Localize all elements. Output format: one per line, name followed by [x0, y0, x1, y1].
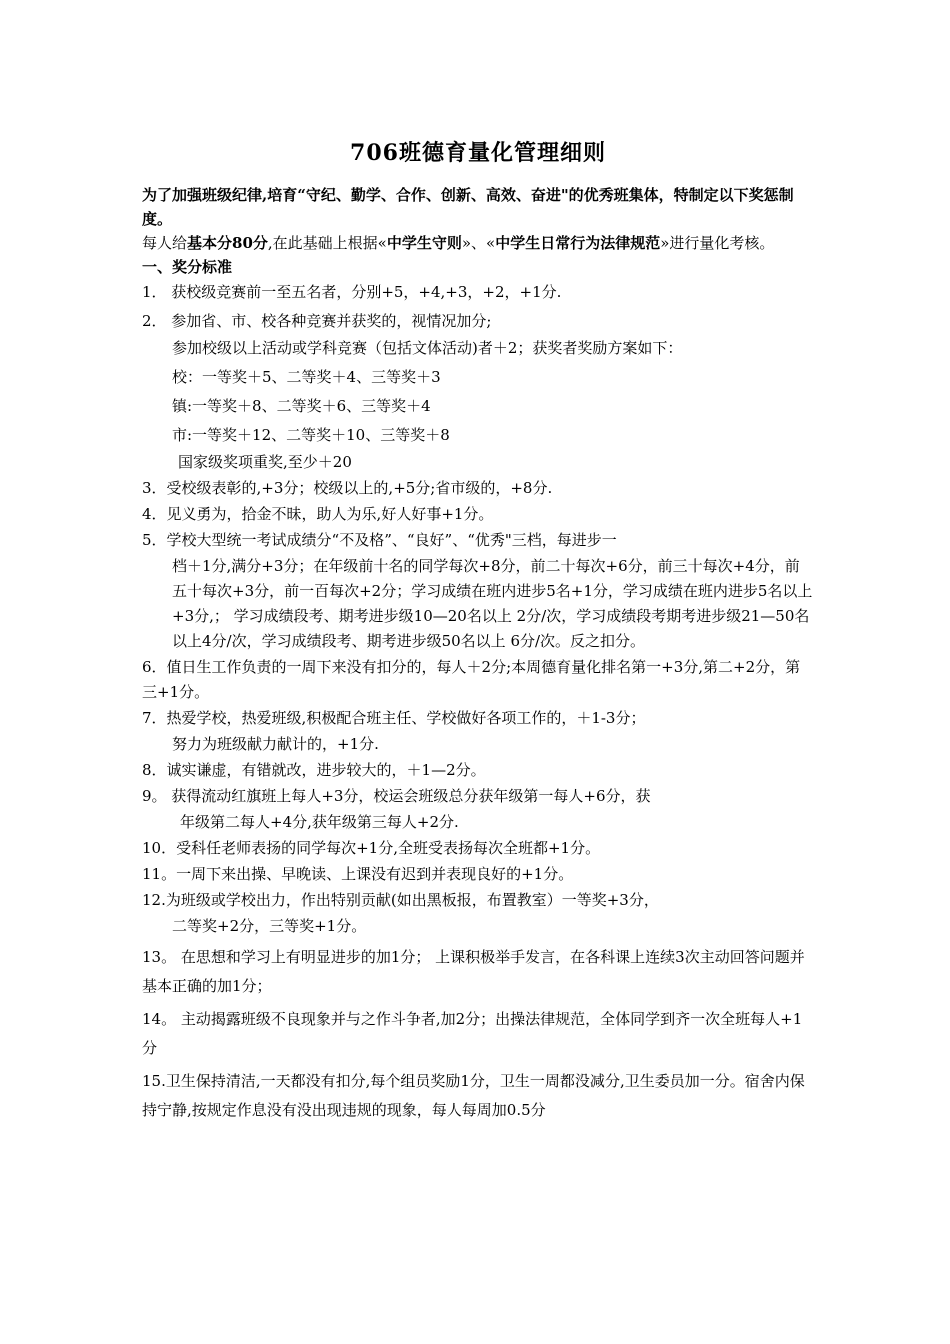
rule-item-10: 10．受科任老师表扬的同学每次+1分,全班受表扬每次全班都+1分。 — [142, 839, 601, 857]
rule-item-12-line1: 12.为班级或学校出力，作出特别贡献(如出黑板报，布置教室）一等奖+3分， — [142, 891, 659, 909]
base-score-paragraph — [142, 231, 814, 255]
rule-item-15: 15.卫生保持清洁,一天都没有扣分,每个组员奖励1分，卫生一周都没减分,卫生委员加一分。宿舍内保持宁静,按规定作息没有没出现违规的现象，每人每周加0.5分 — [142, 1072, 805, 1119]
rule-name-1: 中学生守则 — [386, 234, 462, 252]
rule-item-2-national: 国家级奖项重奖,至少＋20 — [178, 453, 352, 471]
rule-item-14: 14。 主动揭露班级不良现象并与之作斗争者,加2分；出操法律规范，全体同学到齐一次全班每人+1分 — [142, 1010, 803, 1057]
rule-item-6: 6．值日生工作负责的一周下来没有扣分的，每人＋2分;本周德育量化排名第一+3分,第二+2分，第三+1分。 — [142, 658, 801, 701]
rule-item-2: 2． 参加省、市、校各种竞赛并获奖的，视情况加分; — [142, 312, 492, 330]
document-title: 706班德育量化管理细则 — [350, 140, 606, 166]
rule-item-5-body: 档＋1分,满分+3分；在年级前十名的同学每次+8分，前二十每次+6分，前三十每次+4分，前五十每次+3分，前一百每次+2分；学习成绩在班内进步5名+1分，学习成绩在班内进步5名以上+3分,； 学习成绩段考、期考进步级10—20名以上 2分/次，学习成绩段考期考进步级21—50名以上4分/次，学习成绩段考、期考进步级50名以上 6分/次。反之扣分。 — [172, 557, 813, 650]
rule-item-9-line2: 年级第二每人+4分,获年级第三每人+2分. — [180, 813, 459, 831]
base-text-4: »进行量化考核。 — [660, 234, 775, 252]
rule-item-2-city: 市:一等奖＋12、二等奖＋10、三等奖＋8 — [172, 426, 450, 444]
document-page — [142, 128, 814, 1125]
rule-item-7-line1: 7．热爱学校，热爱班级,积极配合班主任、学校做好各项工作的，＋1-3分； — [142, 709, 646, 727]
rule-item-8: 8．诚实谦虚，有错就改，进步较大的，＋1—2分。 — [142, 761, 486, 779]
rule-item-13: 13。 在思想和学习上有明显进步的加1分； 上课积极举手发言，在各科课上连续3次主动回答问题并基本正确的加1分； — [142, 948, 805, 995]
rule-item-2-detail: 参加校级以上活动或学科竞赛（包括文体活动)者＋2；获奖者奖励方案如下： — [172, 339, 683, 357]
section-heading-rewards: 一、奖分标准 — [142, 258, 233, 276]
rule-item-4: 4．见义勇为，拾金不昧，助人为乐,好人好事+1分。 — [142, 505, 494, 523]
base-score-bold: 基本分80分 — [187, 234, 268, 252]
intro-paragraph: 为了加强班级纪律,培育“守纪、勤学、合作、创新、高效、奋进"的优秀班集体，特制定以下奖惩制度。 — [142, 186, 794, 228]
rule-item-3: 3．受校级表彰的,+3分；校级以上的,+5分;省市级的，+8分. — [142, 479, 553, 497]
rule-item-1: 1． 获校级竞赛前一至五名者，分别+5，+4,+3，+2，+1分. — [142, 283, 562, 301]
rule-item-7-line2: 努力为班级献力献计的，+1分. — [172, 735, 379, 753]
base-text-2: ,在此基础上根据« — [267, 234, 387, 252]
base-text-1: 每人给 — [142, 234, 188, 252]
rule-item-9-line1: 9。 获得流动红旗班上每人+3分，校运会班级总分获年级第一每人+6分，获 — [142, 787, 651, 805]
rule-item-5-line1: 5．学校大型统一考试成绩分“不及格”、“良好”、“优秀"三档，每进步一 — [142, 531, 617, 549]
rule-name-2: 中学生日常行为法律规范 — [495, 234, 661, 252]
rule-item-2-town: 镇:一等奖＋8、二等奖＋6、三等奖＋4 — [172, 397, 431, 415]
rule-item-11: 11。一周下来出操、早晚读、上课没有迟到并表现良好的+1分。 — [142, 865, 574, 883]
rule-item-12-line2: 二等奖+2分，三等奖+1分。 — [172, 917, 367, 935]
base-text-3: »、« — [461, 234, 496, 252]
rule-item-2-school: 校：一等奖＋5、二等奖＋4、三等奖＋3 — [172, 368, 441, 386]
